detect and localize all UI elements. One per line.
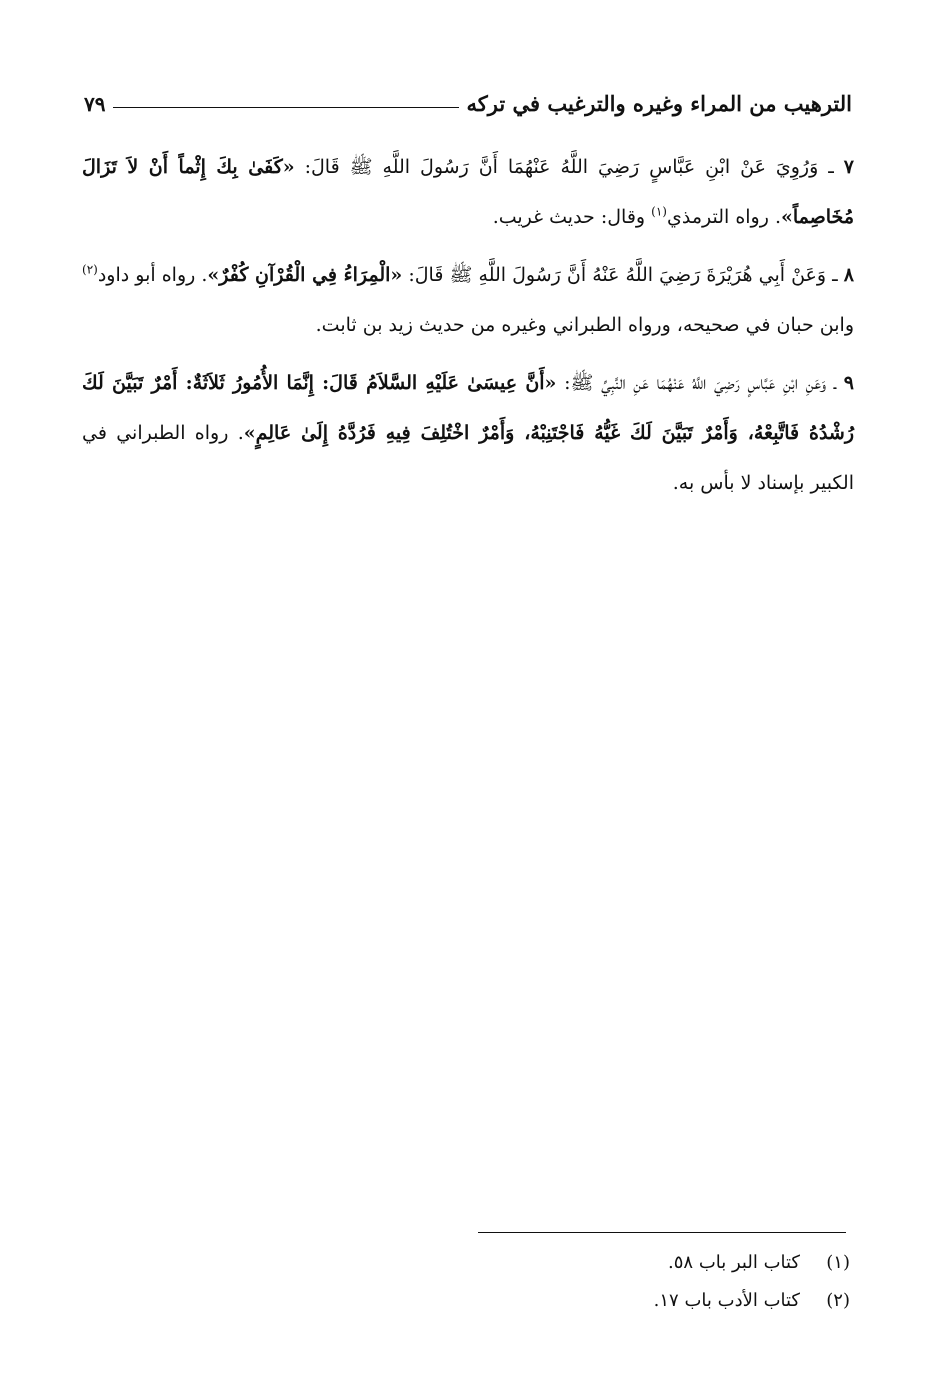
footnote-marker: (١) [826, 1252, 850, 1273]
hadith-list [82, 142, 854, 516]
hadith-paragraph [82, 250, 854, 350]
header-rule [113, 107, 458, 108]
page-number: ٧٩ [84, 92, 106, 116]
hadith-dash: ـ [826, 264, 844, 286]
footnote-marker: (٢) [826, 1290, 850, 1311]
hadith-dash: ـ [818, 156, 844, 178]
footnote-reference: (٢) [82, 262, 98, 277]
footnote-reference: (١) [651, 204, 667, 219]
hadith-paragraph [82, 358, 854, 508]
hadith-text: . رواه الطبراني في الكبير بإسناد لا بأس به. [82, 422, 854, 494]
footnote-item [480, 1282, 850, 1320]
hadith-number: ٧ [843, 156, 854, 178]
running-header [84, 78, 852, 114]
hadith-number: ٩ [843, 372, 854, 394]
footnote-rule [478, 1232, 846, 1233]
header-title: الترهيب من المراء وغيره والترغيب في تركه [466, 91, 852, 116]
hadith-quote: «الْمِرَاءُ فِي الْقُرْآنِ كُفْرٌ» [207, 264, 403, 286]
hadith-text: وقال: حديث غريب. [492, 206, 652, 228]
footnote-item [480, 1244, 850, 1282]
hadith-quote: «كَفَىٰ بِكَ إِثْماً أَنْ لاَ تَزَالَ مُخَاصِماً» [82, 156, 854, 228]
hadith-text: وابن حبان في صحيحه، ورواه الطبراني وغيره من حديث زيد بن ثابت. [315, 314, 854, 336]
hadith-text: . رواه الترمذي [666, 206, 781, 228]
hadith-paragraph [82, 142, 854, 242]
hadith-number: ٨ [843, 264, 854, 286]
hadith-quote: «أَنَّ عِيسَىٰ عَلَيْهِ السَّلاَمُ قَالَ: إِنَّمَا الأُمُورُ ثَلاَثَةٌ: أَمْرٌ تَبَيَّنَ لَكَ رُشْدُهُ فَاتَّبِعْهُ، وَأَمْرٌ تَبَيَّنَ لَكَ غَيُّهُ فَاجْتَنِبْهُ، وَأَمْرٌ اخْتُلِفَ فِيهِ فَرُدَّهُ إِلَىٰ عَالِمٍ» [82, 372, 855, 444]
hadith-text: وَعَنْ أَبِي هُرَيْرَةَ رَضِيَ اللَّهُ عَنْهُ أَنَّ رَسُولَ اللَّهِ ﷺ قَالَ: [402, 264, 827, 286]
hadith-text: . رواه أبو داود [97, 264, 208, 286]
footnotes [480, 1244, 850, 1320]
hadith-text: وَرُوِيَ عَنْ ابْنِ عَبَّاسٍ رَضِيَ اللَّهُ عَنْهُمَا أَنَّ رَسُولَ اللَّهِ ﷺ قَالَ: [294, 156, 819, 178]
hadith-text: وَعَنِ ابْنِ عَبَّاسٍ رَضِيَ اللَّهُ عَنْهُمَا عَنِ النَّبِيِّ ﷺ: [556, 372, 827, 394]
hadith-dash: ـ [826, 372, 844, 394]
footnote-text: كتاب الأدب باب ١٧. [653, 1290, 800, 1311]
footnote-text: كتاب البر باب ٥٨. [668, 1252, 800, 1273]
